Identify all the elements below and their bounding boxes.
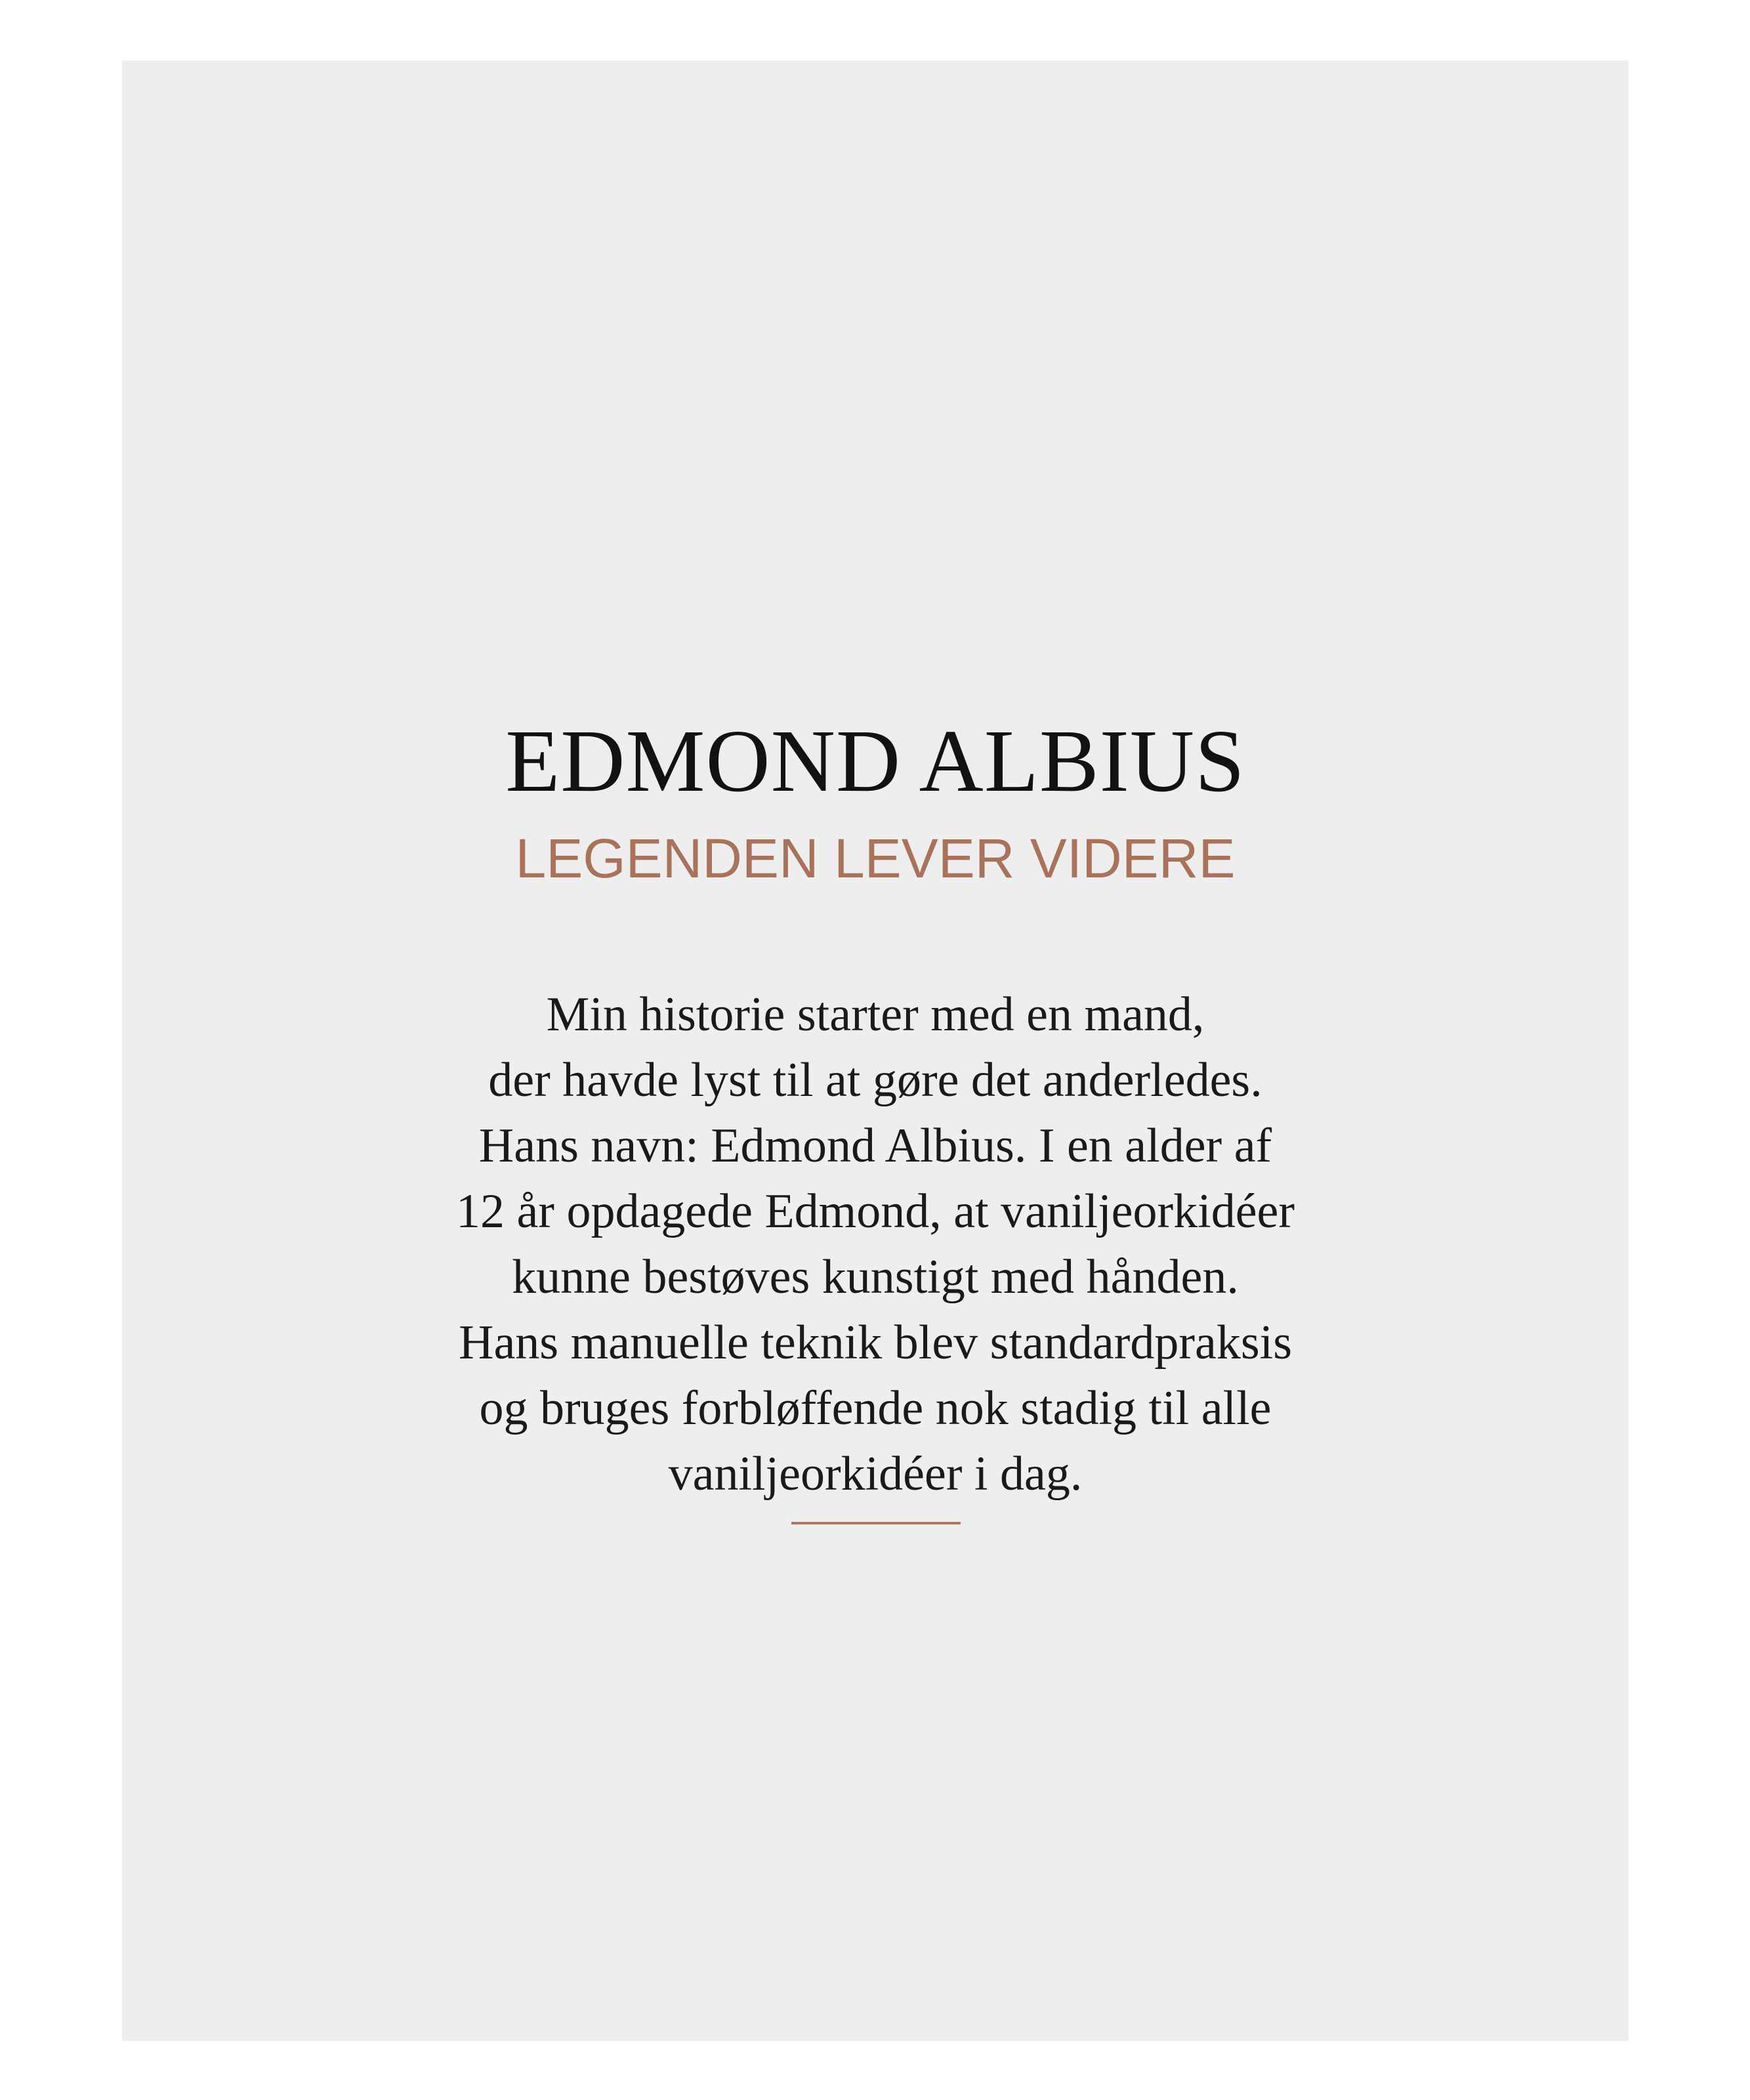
story-line: 12 år opdagede Edmond, at vaniljeorkidéer (455, 1185, 1295, 1238)
story-line: Hans manuelle teknik blev standardpraksis (459, 1316, 1292, 1370)
story-line: og bruges forbløffende nok stadig til alle (479, 1381, 1272, 1435)
page-title: EDMOND ALBIUS (505, 712, 1245, 810)
story-line: vaniljeorkidéer i dag. (668, 1447, 1083, 1501)
story-paragraph (122, 982, 1629, 1507)
story-line: der havde lyst til at gøre det anderledes. (488, 1053, 1262, 1107)
story-line: kunne bestøves kunstigt med hånden. (512, 1250, 1239, 1304)
story-line: Min historie starter med en mand, (546, 988, 1205, 1041)
divider-line (791, 1522, 961, 1524)
story-line: Hans navn: Edmond Albius. I en alder af (478, 1119, 1272, 1173)
page-subtitle: LEGENDEN LEVER VIDERE (515, 828, 1236, 889)
content-card (122, 60, 1629, 2041)
